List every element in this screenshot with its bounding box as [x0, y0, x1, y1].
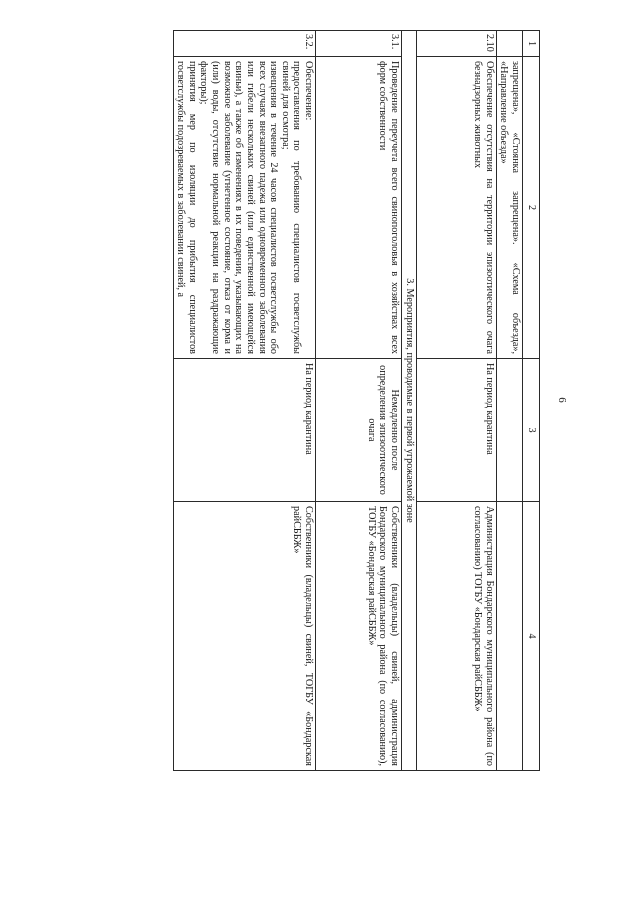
responsible-cell: Администрация Бондарского муниципального района (по согласованию) ТОГБУ «Бондарская райСББЖ» — [416, 502, 496, 771]
timing-cell: На период карантина — [416, 359, 496, 502]
activity-cell: Обеспечение отсутствия на территории эпизоотического очага безнадзорных животных — [416, 57, 496, 359]
row-number: 3.2. — [173, 31, 316, 57]
table-row — [316, 31, 402, 771]
activity-line: принятия мер по изоляции до прибытия специалистов госветслужбы подозреваемых в заболевании свиней, а — [175, 61, 198, 354]
table-row — [416, 31, 496, 771]
row-number: 3.1. — [316, 31, 402, 57]
timing-cell: Немедленно после определения эпизоотического очага — [316, 359, 402, 502]
responsible-cell: Собственники (владельцы) свиней, администрация Бондарского муниципального района (по согласованию), ТОГБУ «Бондарская райСББЖ» — [316, 502, 402, 771]
row-number: 2.10 — [416, 31, 496, 57]
activity-cell: Проведение переучета всего свинопоголовья в хозяйствах всех форм собственности — [316, 57, 402, 359]
column-header-3: 3 — [523, 359, 540, 502]
activity-cell — [173, 57, 316, 359]
timing-cell: На период карантина — [173, 359, 316, 502]
row-number — [496, 31, 522, 57]
activity-line: извещения в течение 24 часов специалистов госветслужбы обо всех случаях внезапного падежа или одновременного заболевания или гибели нескольких свиней (или единственной имеющейся свиньи), а также об изменениях в их поведении, указывающих на возможное заболевание (угнетенное состояние, отказ от корма и (или) воды, отсутствие нормальной реакции на раздражающие факторы); — [198, 61, 280, 354]
table-row — [496, 31, 522, 771]
rotated-document-page — [85, 30, 568, 770]
column-header-2: 2 — [523, 57, 540, 359]
activity-line: предоставления по требованию специалистов госветслужбы свиней для осмотра; — [279, 61, 303, 354]
column-header-1: 1 — [523, 31, 540, 57]
section-title: 3. Мероприятия, проводимые в первой угрожаемой зоне — [402, 31, 417, 771]
page-number: 6 — [556, 397, 568, 403]
table-header-row — [523, 31, 540, 771]
section-row — [402, 31, 417, 771]
measures-table — [173, 30, 540, 771]
table-row — [173, 31, 316, 771]
column-header-4: 4 — [523, 502, 540, 771]
activity-cell: запрещена», «Стоянка запрещена». «Схема объезда», «Направление объезда» — [496, 57, 522, 359]
responsible-cell — [496, 502, 522, 771]
timing-cell — [496, 359, 522, 502]
activity-line: Обеспечение: — [303, 61, 315, 121]
responsible-cell: Собственники (владельцы) свиней, ТОГБУ «Бондарская райСББЖ» — [173, 502, 316, 771]
